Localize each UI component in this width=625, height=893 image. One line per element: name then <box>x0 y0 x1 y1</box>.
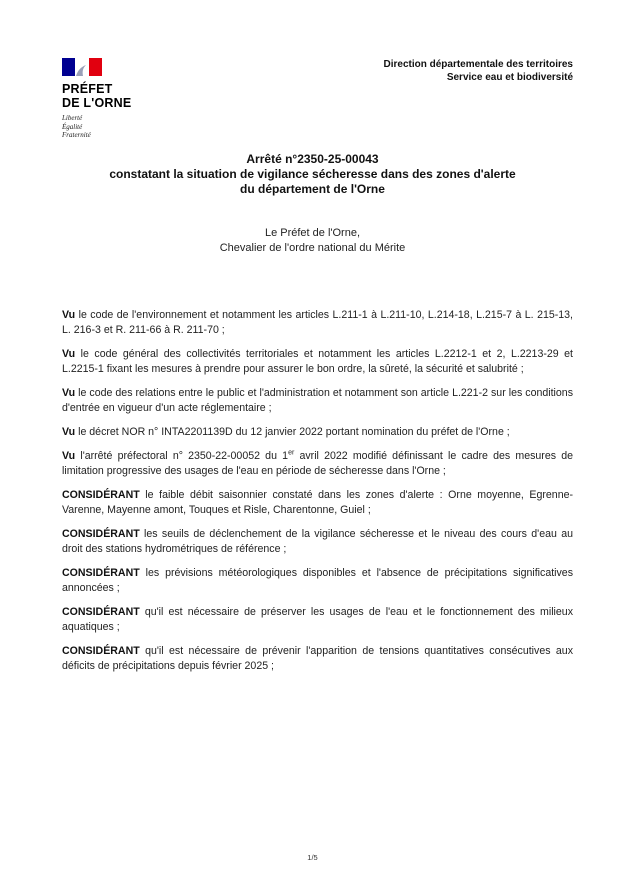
title-line-3: du département de l'Orne <box>240 182 385 196</box>
considerant-text: les seuils de déclenchement de la vigilance sécheresse et le niveau des cours d'eau au droit des stations hydrométriques de référence ; <box>62 528 573 555</box>
visa-text: l'arrêté préfectoral n° 2350-22-00052 du 1 <box>75 450 289 462</box>
prefect-line-2: Chevalier de l'ordre national du Mérite <box>219 241 406 254</box>
considerant-text: le faible débit saisonnier constaté dans les zones d'alerte : Orne moyenne, Egrenne-Varenne, Mayenne amont, Touques et Risle, Charentonne, Guiel ; <box>62 489 573 516</box>
visa-keyword: Vu <box>62 426 76 438</box>
logo-line-2: DE L'ORNE <box>62 96 132 110</box>
considerant-paragraph <box>62 566 573 596</box>
logo-wordmark <box>62 82 152 110</box>
visa-keyword: Vu <box>62 309 76 321</box>
prefect-line-1: Le Préfet de l'Orne, <box>264 227 361 239</box>
issuer-service: Service eau et biodiversité <box>446 72 573 83</box>
logo-line-1: PRÉFET <box>62 82 113 96</box>
considerant-paragraph <box>62 644 573 674</box>
visa-text: avril 2022 modifié définissant le cadre des mesures de limitation progressive des usages de l'eau en période de sécheresse dans l'Orne ; <box>62 450 573 477</box>
page-number: 1/5 <box>307 853 318 862</box>
motto-liberte: Liberté <box>62 114 83 122</box>
document-title <box>40 152 585 197</box>
title-line-2: constatant la situation de vigilance sécheresse dans des zones d'alerte <box>109 167 516 181</box>
visa-paragraph <box>62 425 573 440</box>
visa-paragraph <box>62 308 573 338</box>
visa-paragraph <box>62 347 573 377</box>
considerant-paragraph <box>62 488 573 518</box>
prefecture-logo <box>62 58 152 140</box>
visa-text: le code de l'environnement et notamment les articles L.211-1 à L.211-10, L.214-18, L.215-7 à L. 215-13, L. 216-3 et R. 211-66 à R. 211-70 ; <box>62 309 573 336</box>
considerant-paragraph <box>62 527 573 557</box>
visa-text: le code général des collectivités territoriales et notamment les articles L.2212-1 et 2, L.2213-29 et L.2215-1 fixant les mesures à prendre pour assurer le bon ordre, la sûreté, la sécurité et salubrité ; <box>62 348 573 375</box>
considerant-text: qu'il est nécessaire de préserver les usages de l'eau et le fonctionnement des milieux aquatiques ; <box>62 606 573 633</box>
considerant-paragraph <box>62 605 573 635</box>
visa-paragraph <box>62 449 573 479</box>
marianne-flag-icon <box>62 58 102 76</box>
visa-keyword: Vu <box>62 348 76 360</box>
ordinal-superscript: er <box>288 449 295 457</box>
document-body <box>62 308 573 683</box>
motto-egalite: Égalité <box>62 122 83 131</box>
prefect-block <box>40 226 585 255</box>
considerant-keyword: CONSIDÉRANT <box>62 645 140 657</box>
visa-keyword: Vu <box>62 387 76 399</box>
considerant-keyword: CONSIDÉRANT <box>62 528 140 540</box>
visa-text: le code des relations entre le public et l'administration et notamment son article L.221-2 sur les conditions d'entrée en vigueur d'un acte réglementaire ; <box>62 387 573 414</box>
visa-text: le décret NOR n° INTA2201139D du 12 janvier 2022 portant nomination du préfet de l'Orne ; <box>75 426 510 438</box>
visa-paragraph <box>62 386 573 416</box>
considerant-keyword: CONSIDÉRANT <box>62 567 140 579</box>
visa-keyword: Vu <box>62 450 76 462</box>
considerant-text: qu'il est nécessaire de prévenir l'apparition de tensions quantitatives consécutives aux déficits de précipitations depuis février 2025 ; <box>62 645 573 672</box>
considerant-keyword: CONSIDÉRANT <box>62 489 140 501</box>
considerant-keyword: CONSIDÉRANT <box>62 606 140 618</box>
motto-fraternite: Fraternité <box>62 131 91 139</box>
issuer-direction: Direction départementale des territoires <box>383 59 573 70</box>
considerant-text: les prévisions météorologiques disponibles et l'absence de précipitations significatives annoncées ; <box>62 567 573 594</box>
title-line-1: Arrêté n°2350-25-00043 <box>246 152 379 166</box>
issuer-block <box>383 58 573 84</box>
republic-motto <box>62 114 152 140</box>
